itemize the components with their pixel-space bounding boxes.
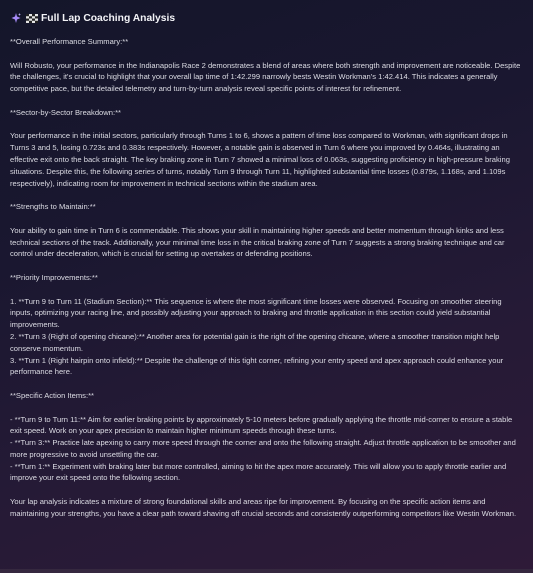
sector-heading: **Sector-by-Sector Breakdown:** bbox=[10, 107, 122, 117]
sparkle-icon bbox=[10, 12, 22, 24]
closing-text: Your lap analysis indicates a mixture of strong foundational skills and areas ripe for improvement. By focusing on the specific action items and maintaining your strengths, you have a clear path toward shaving off crucial seconds and consistently outperforming competitors like Westin Workman. bbox=[10, 497, 517, 518]
action-item: - **Turn 1:** Experiment with braking later but more controlled, aiming to hit the apex more accurately. This will allow you to apply throttle earlier and improve your exit speed onto the following section. bbox=[10, 461, 507, 483]
panel-header bbox=[10, 10, 523, 26]
action-item: - **Turn 3:** Practice late apexing to carry more speed through the corner and onto the following straight. Adjust throttle application to be smoother and more progressive to avoid unsettling the car. bbox=[10, 438, 516, 459]
strengths-text: Your ability to gain time in Turn 6 is commendable. This shows your skill in maintaining higher speeds and better momentum through kinks and less technical sections of the track. Additionally, your minimal time loss in the critical braking zone of Turn 7 suggests a strong braking technique and car control under deceleration, which is crucial for setting up overtakes or defending positions. bbox=[10, 225, 505, 259]
analysis-content bbox=[10, 36, 523, 520]
bottom-border bbox=[0, 569, 533, 573]
panel-title: Full Lap Coaching Analysis bbox=[41, 12, 176, 24]
priority-item: 1. **Turn 9 to Turn 11 (Stadium Section):** This sequence is where the most significant time losses were observed. Focusing on smoother steering inputs, optimizing your racing line, and possibly adjusting your approach to braking and throttle application in this section could yield substantial improvements. bbox=[10, 296, 502, 330]
action-heading: **Specific Action Items:** bbox=[10, 390, 94, 400]
priority-item: 2. **Turn 3 (Right of opening chicane):** Another area for potential gain is the right of the opening chicane, where a smoother transition might help conserve momentum. bbox=[10, 331, 500, 353]
overall-heading: **Overall Performance Summary:** bbox=[10, 37, 129, 46]
priority-heading: **Priority Improvements:** bbox=[10, 272, 98, 282]
overall-text: Will Robusto, your performance in the Indianapolis Race 2 demonstrates a blend of areas where both strength and improvement are noticeable. Despite the challenges, it's crucial to highlight that your overall lap time of 1:42.299 narrowly bests Westin Workman's 1:42.414. This indicates a generally competitive pace, but the detailed telemetry and turn-by-turn analysis reveal specific points of interest for refinement. bbox=[10, 60, 521, 94]
sector-text: Your performance in the initial sectors, particularly through Turns 1 to 6, shows a pattern of time loss compared to Workman, with significant drops in Turns 3 and 5, losing 0.723s and 0.383s respectively. However, a notable gain is observed in Turn 6 where you improved by 0.464s, illustrating an effective exit onto the back straight. The key braking zone in Turn 7 showed a minimal loss of 0.063s, suggesting proficiency in high-pressure braking situations. Despite this, the following series of turns, notably Turn 9 through Turn 11, highlighted substantial time losses (0.879s, 1.168s, and 1.109s respectively), indicating room for improvement in technical sections within the stadium area. bbox=[10, 131, 510, 188]
action-item: - **Turn 9 to Turn 11:** Aim for earlier braking points by approximately 5-10 meters before gradually applying the throttle mid-corner to ensure a stable exit speed. Work on your apex precision to maintain higher minimum speeds through these turns. bbox=[10, 414, 513, 436]
strengths-heading: **Strengths to Maintain:** bbox=[10, 202, 96, 212]
priority-item: 3. **Turn 1 (Right hairpin onto infield):** Despite the challenge of this tight corner, refining your entry speed and apex approach could enhance your performance here. bbox=[10, 355, 504, 377]
checkered-flag-icon bbox=[26, 14, 38, 23]
